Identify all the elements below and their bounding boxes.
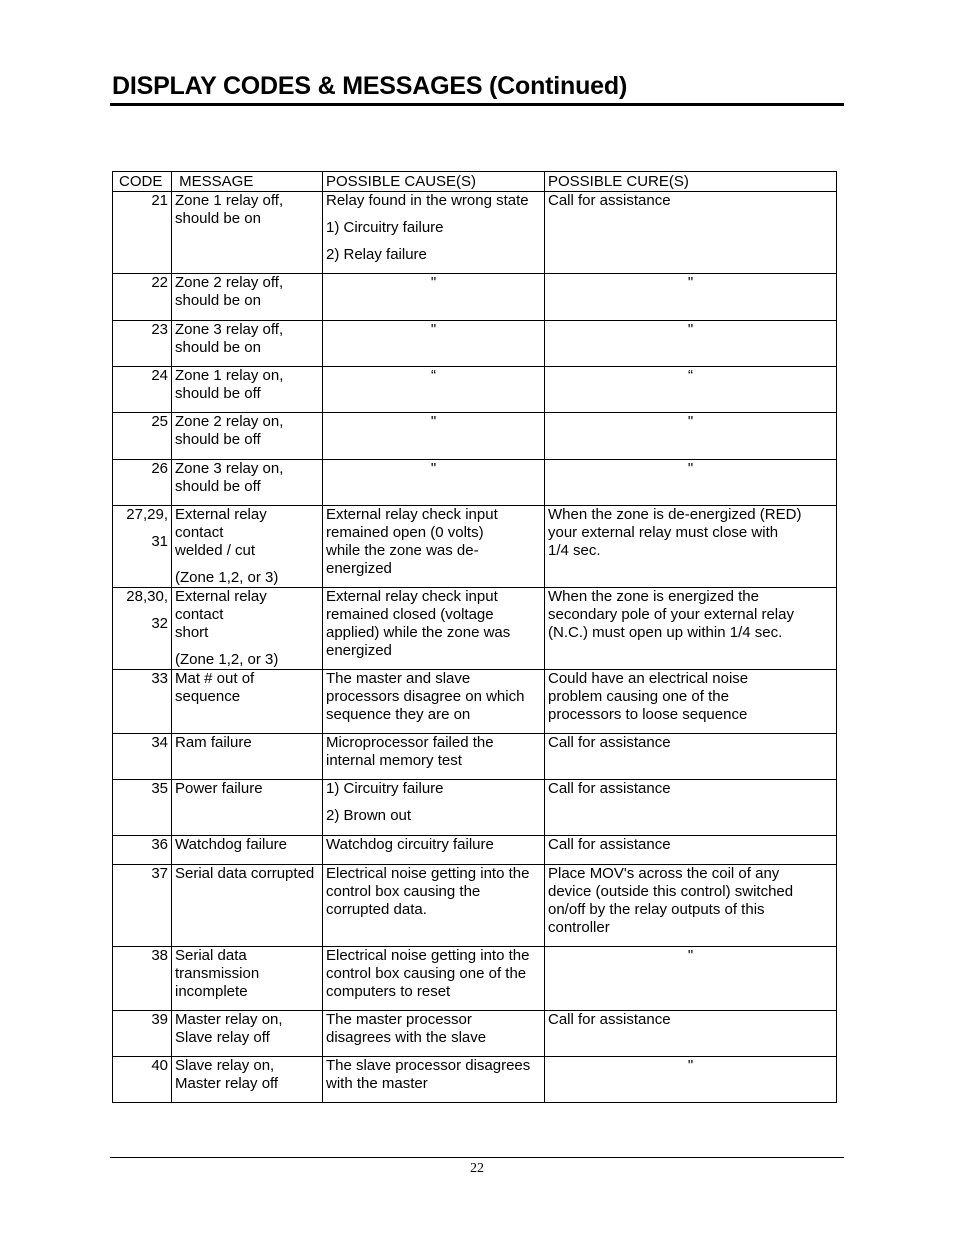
message-cell-text: Serial data corrupted: [175, 865, 315, 882]
cause-cell-text: Microprocessor failed the internal memory test: [326, 734, 494, 769]
message-cell-text: Zone 2 relay off, should be on: [175, 274, 284, 309]
message-cell: [172, 836, 323, 865]
cause-cell: [323, 321, 545, 367]
message-cell-text: Slave relay on, Master relay off: [175, 1057, 279, 1092]
code-cell: [113, 1057, 172, 1103]
table-row: [113, 274, 837, 321]
code-cell: [113, 734, 172, 780]
cause-cell: [323, 588, 545, 670]
table-row: [113, 460, 837, 506]
code-cell: [113, 274, 172, 321]
code-cell: [113, 506, 172, 588]
cure-cell-text: Could have an electrical noise problem causing one of the processors to loose sequence: [548, 670, 749, 723]
message-cell: [172, 413, 323, 460]
cure-cell: [545, 588, 837, 670]
cause-cell: [323, 192, 545, 274]
cure-cell-text: Call for assistance: [548, 734, 671, 751]
message-cell: [172, 734, 323, 780]
message-cell-text: External relay contact welded / cut: [175, 506, 267, 559]
cure-cell: [545, 413, 837, 460]
code-cell: [113, 1011, 172, 1057]
cause-cell: [323, 836, 545, 865]
message-cell-text: Zone 1 relay on, should be off: [175, 367, 284, 402]
cause-cell-text: “: [431, 367, 436, 384]
cure-cell: [545, 947, 837, 1011]
message-cell-text: Mat # out of sequence: [175, 670, 255, 705]
message-cell: [172, 460, 323, 506]
cure-cell-text: Call for assistance: [548, 836, 671, 853]
code-cell: [113, 865, 172, 947]
code-cell: [113, 413, 172, 460]
table-row: [113, 192, 837, 274]
cause-cell-text: External relay check input remained closed (voltage applied) while the zone was energized: [326, 588, 511, 659]
cure-cell-text: Call for assistance: [548, 780, 671, 797]
cure-cell-text: “: [688, 367, 693, 384]
cure-cell: [545, 670, 837, 734]
code-cell-text: 21: [151, 192, 168, 209]
cause-cell-text: ": [430, 413, 437, 430]
cure-cell: [545, 367, 837, 413]
message-cell-text: Watchdog failure: [175, 836, 288, 853]
cure-cell: [545, 836, 837, 865]
cause-cell: [323, 780, 545, 836]
code-cell-text: 31: [151, 533, 168, 550]
cure-cell-text: ": [687, 1057, 694, 1074]
code-cell: [113, 588, 172, 670]
message-cell-text: Ram failure: [175, 734, 252, 751]
cause-cell-text: 2) Relay failure: [326, 246, 427, 263]
message-cell-text: Zone 3 relay off, should be on: [175, 321, 284, 356]
cure-cell: [545, 780, 837, 836]
table-body: [113, 192, 837, 1103]
cause-cell-text: The slave processor disagrees with the master: [326, 1057, 531, 1092]
message-cell-text: Power failure: [175, 780, 263, 797]
cure-cell: [545, 734, 837, 780]
cause-cell-text: 2) Brown out: [326, 807, 412, 824]
cause-cell: [323, 413, 545, 460]
cause-cell-text: Electrical noise getting into the control box causing one of the computers to reset: [326, 947, 530, 1000]
cause-cell-text: 1) Circuitry failure: [326, 219, 444, 236]
table-row: [113, 670, 837, 734]
cure-cell-text: ": [687, 274, 694, 291]
cause-cell-text: ": [430, 321, 437, 338]
code-cell-text: 22: [151, 274, 168, 291]
code-cell-text: 26: [151, 460, 168, 477]
cause-cell: [323, 506, 545, 588]
message-cell: [172, 1057, 323, 1103]
cause-cell: [323, 947, 545, 1011]
cure-cell-text: When the zone is de-energized (RED) your external relay must close with 1/4 sec.: [548, 506, 802, 559]
header-code: CODE: [113, 172, 172, 192]
cure-cell-text: ": [687, 460, 694, 477]
cause-cell: [323, 274, 545, 321]
message-cell-text: Zone 3 relay on, should be off: [175, 460, 284, 495]
cause-cell-text: ": [430, 460, 437, 477]
cause-cell: [323, 367, 545, 413]
code-cell-text: 40: [151, 1057, 168, 1074]
footer-rule: [110, 1157, 844, 1158]
cure-cell: [545, 1011, 837, 1057]
cause-cell-text: Watchdog circuitry failure: [326, 836, 494, 853]
cause-cell: [323, 734, 545, 780]
cause-cell: [323, 1057, 545, 1103]
message-cell: [172, 947, 323, 1011]
header-message: MESSAGE: [172, 172, 323, 192]
table-row: [113, 865, 837, 947]
code-cell-text: 28,30,: [126, 588, 168, 605]
header-possible-cause: POSSIBLE CAUSE(S): [323, 172, 545, 192]
cause-cell-text: The master and slave processors disagree on which sequence they are on: [326, 670, 525, 723]
code-cell-text: 33: [151, 670, 168, 687]
cause-cell-text: External relay check input remained open (0 volts) while the zone was de- energized: [326, 506, 498, 577]
table-row: [113, 413, 837, 460]
table-row: [113, 1057, 837, 1103]
message-cell-text: Zone 1 relay off, should be on: [175, 192, 284, 227]
table-row: [113, 836, 837, 865]
message-cell: [172, 780, 323, 836]
cure-cell-text: Call for assistance: [548, 1011, 671, 1028]
table-row: [113, 947, 837, 1011]
cure-cell: [545, 274, 837, 321]
code-cell: [113, 192, 172, 274]
cause-cell: [323, 460, 545, 506]
code-cell-text: 32: [151, 615, 168, 632]
table-row: [113, 321, 837, 367]
message-cell: [172, 506, 323, 588]
message-cell: [172, 670, 323, 734]
table-row: [113, 1011, 837, 1057]
code-cell-text: 25: [151, 413, 168, 430]
code-cell-text: 24: [151, 367, 168, 384]
cure-cell-text: ": [687, 413, 694, 430]
message-cell: [172, 865, 323, 947]
cure-cell: [545, 865, 837, 947]
code-cell-text: 34: [151, 734, 168, 751]
cause-cell: [323, 1011, 545, 1057]
message-cell-text: External relay contact short: [175, 588, 267, 641]
table-row: [113, 780, 837, 836]
table-header-row: [113, 172, 837, 192]
cure-cell-text: ": [687, 947, 694, 964]
cause-cell-text: 1) Circuitry failure: [326, 780, 444, 797]
code-cell: [113, 780, 172, 836]
cure-cell: [545, 321, 837, 367]
message-cell-text: (Zone 1,2, or 3): [175, 651, 279, 668]
code-cell-text: 39: [151, 1011, 168, 1028]
code-cell: [113, 947, 172, 1011]
cause-cell-text: Electrical noise getting into the control box causing the corrupted data.: [326, 865, 530, 918]
cause-cell-text: Relay found in the wrong state: [326, 192, 529, 209]
code-cell: [113, 460, 172, 506]
cure-cell-text: When the zone is energized the secondary pole of your external relay (N.C.) must open up within 1/4 sec.: [548, 588, 794, 641]
message-cell-text: Serial data transmission incomplete: [175, 947, 260, 1000]
code-cell-text: 35: [151, 780, 168, 797]
table-row: [113, 506, 837, 588]
cure-cell: [545, 1057, 837, 1103]
table-row: [113, 734, 837, 780]
table-row: [113, 367, 837, 413]
page-title: DISPLAY CODES & MESSAGES (Continued): [112, 72, 628, 100]
message-cell: [172, 192, 323, 274]
cause-cell-text: The master processor disagrees with the slave: [326, 1011, 487, 1046]
cure-cell: [545, 460, 837, 506]
cure-cell-text: ": [687, 321, 694, 338]
table-row: [113, 588, 837, 670]
message-cell: [172, 321, 323, 367]
cure-cell: [545, 506, 837, 588]
message-cell: [172, 1011, 323, 1057]
cause-cell-text: ": [430, 274, 437, 291]
code-cell: [113, 836, 172, 865]
message-cell: [172, 367, 323, 413]
code-cell: [113, 367, 172, 413]
cause-cell: [323, 865, 545, 947]
code-cell-text: 36: [151, 836, 168, 853]
header-possible-cure: POSSIBLE CURE(S): [545, 172, 837, 192]
title-underline: [110, 103, 844, 106]
message-cell: [172, 588, 323, 670]
code-cell: [113, 670, 172, 734]
message-cell-text: Master relay on, Slave relay off: [175, 1011, 283, 1046]
cure-cell-text: Call for assistance: [548, 192, 671, 209]
page-number: 22: [470, 1161, 484, 1176]
display-codes-table: [112, 171, 837, 1103]
code-cell-text: 27,29,: [126, 506, 168, 523]
message-cell-text: Zone 2 relay on, should be off: [175, 413, 284, 448]
code-cell: [113, 321, 172, 367]
cure-cell-text: Place MOV's across the coil of any device (outside this control) switched on/off by the relay outputs of this controller: [548, 865, 794, 936]
code-cell-text: 37: [151, 865, 168, 882]
cause-cell: [323, 670, 545, 734]
cure-cell: [545, 192, 837, 274]
message-cell-text: (Zone 1,2, or 3): [175, 569, 279, 586]
message-cell: [172, 274, 323, 321]
code-cell-text: 23: [151, 321, 168, 338]
code-cell-text: 38: [151, 947, 168, 964]
